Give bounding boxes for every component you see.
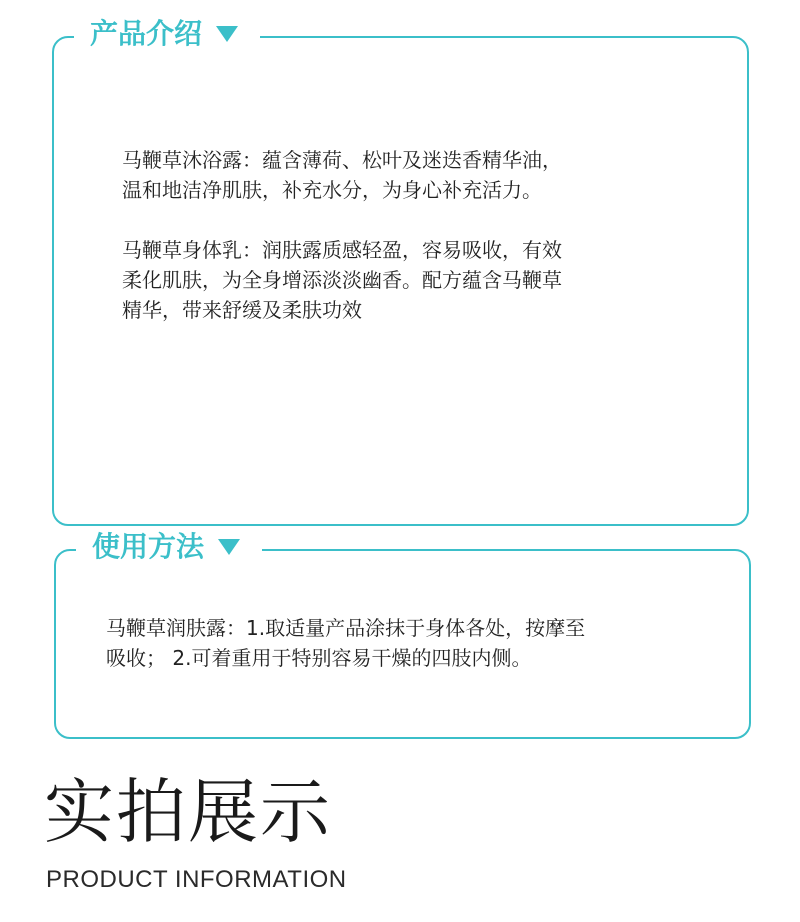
body-lotion-description: 马鞭草身体乳：润肤露质感轻盈，容易吸收，有效 柔化肌肤，为全身增添淡淡幽香。配方蕴含马鞭草 精华，带来舒缓及柔肤功效 — [122, 238, 562, 322]
usage-instructions: 马鞭草润肤露：1.取适量产品涂抹于身体各处，按摩至 吸收； 2.可着重用于特别容易干燥的四肢内侧。 — [106, 616, 586, 670]
product-intro-title: 产品介绍 — [90, 17, 203, 50]
triangle-down-icon — [216, 26, 238, 42]
usage-title: 使用方法 — [92, 530, 205, 563]
gallery-title: 实拍展示 — [44, 771, 332, 853]
usage-header — [76, 529, 262, 565]
usage-panel — [54, 530, 751, 739]
gallery-subtitle: PRODUCT INFORMATION — [46, 866, 347, 893]
product-intro-header — [74, 16, 260, 52]
shower-gel-description: 马鞭草沐浴露：蕴含薄荷、松叶及迷迭香精华油， 温和地洁净肌肤，补充水分，为身心补充活力。 — [122, 148, 562, 202]
product-intro-panel — [52, 17, 749, 526]
triangle-down-icon — [218, 539, 240, 555]
